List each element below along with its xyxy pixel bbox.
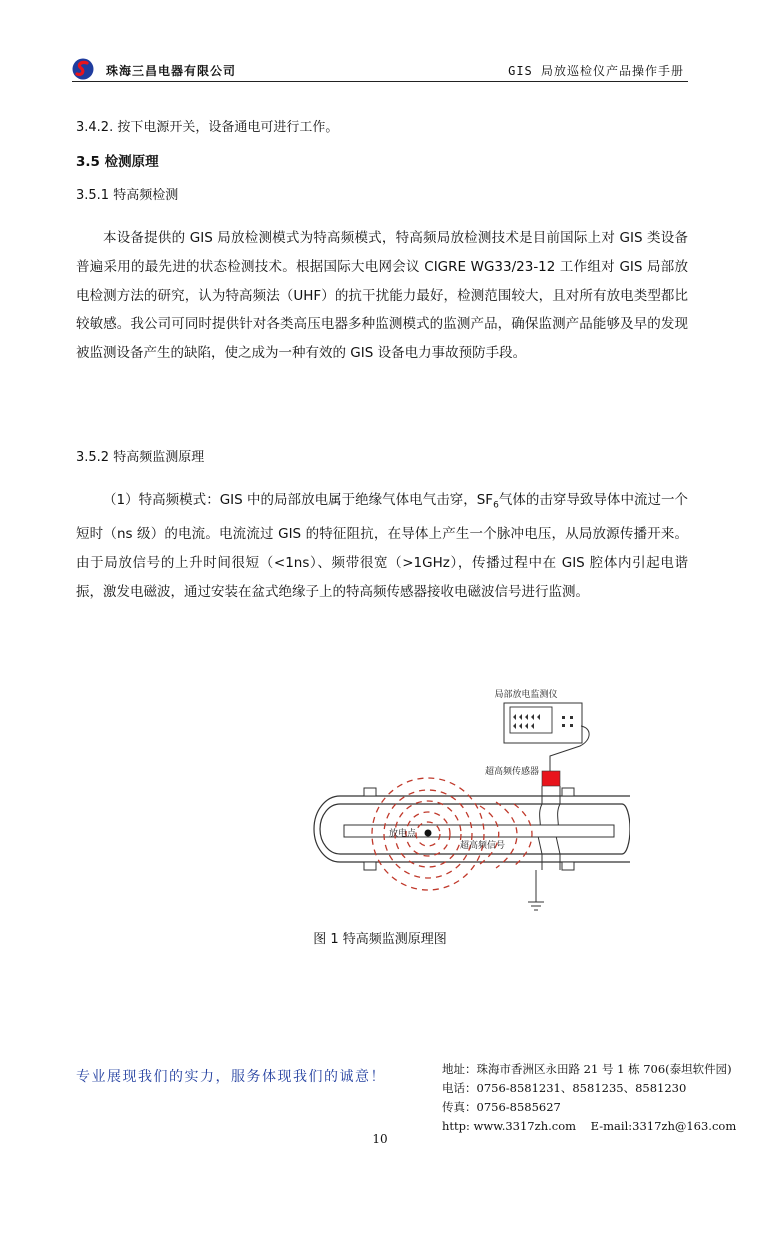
ground-icon (528, 870, 544, 910)
contact-info (442, 1060, 736, 1136)
signal-label: 超高频信号 (460, 841, 506, 851)
step-3-4-2: 3.4.2. 按下电源开关，设备通电可进行工作。 (76, 120, 339, 135)
contact-web-email: http: www.3317zh.com E-mail:3317zh@163.com (442, 1119, 737, 1133)
manual-title: GIS 局放巡检仪产品操作手册 (508, 64, 684, 78)
page-number: 10 (372, 1132, 388, 1146)
paragraph-uhf-detection: 本设备提供的 GIS 局放检测模式为特高频模式，特高频局放检测技术是目前国际上对 GIS 类设备普遍采用的最先进的状态检测技术。根据国际大电网会议 CIGRE WG33/23-12 工作组对 GIS 局部放电检测方法的研究，认为特高频法（UHF）的抗干扰能力最好，检测范围较大，且对所有放电类型都比较敏感。我公司可同时提供针对各类高压电器多种监测模式的监测产品，确保监测产品能够及早的发现被监测设备产生的缺陷，使之成为一种有效的 GIS 设备电力事故预防手段。 (76, 230, 688, 362)
instrument-label: 局部放电监测仪 (494, 690, 558, 700)
paragraph-uhf-principle-part2: 气体的击穿导致导体中流过一个短时（ns 级）的电流。电流流过 GIS 的特征阻抗，在导体上产生一个脉冲电压，从局放源传播开来。由于局放信号的上升时间很短（<1ns）、频带很宽（>1GHz），传播过程中在 GIS 腔体内引起电谐振，激发电磁波，通过安装在盆式绝缘子上的特高频传感器接收电磁波信号进行监测。 (76, 492, 688, 601)
contact-address: 地址：珠海市香洲区永田路 21 号 1 栋 706(泰坦软件园) (442, 1062, 732, 1076)
figure-caption: 图 1 特高频监测原理图 (313, 932, 447, 947)
section-3-5-heading: 3.5 检测原理 (76, 154, 159, 170)
section-3-5-2-heading: 3.5.2 特高频监测原理 (76, 450, 205, 465)
paragraph-uhf-principle (76, 486, 688, 607)
uhf-monitoring-diagram (300, 676, 630, 916)
page-header (72, 56, 688, 82)
section-3-5-1-heading: 3.5.1 特高频检测 (76, 188, 179, 203)
contact-fax: 传真：0756-8585627 (442, 1100, 561, 1114)
sf6-subscript: 6 (493, 500, 499, 511)
sensor-label: 超高频传感器 (484, 767, 540, 777)
header-divider (72, 81, 688, 82)
uhf-sensor (542, 771, 560, 786)
company-slogan: 专业展现我们的实力，服务体现我们的诚意！ (76, 1069, 386, 1085)
company-name: 珠海三昌电器有限公司 (106, 64, 237, 78)
contact-phone: 电话：0756-8581231、8581235、8581230 (442, 1081, 687, 1095)
discharge-point (425, 830, 432, 837)
discharge-label: 放电点 (388, 829, 416, 839)
monitor-screen (510, 707, 552, 733)
company-logo-icon (72, 58, 94, 80)
paragraph-uhf-principle-part1: （1）特高频模式：GIS 中的局部放电属于绝缘气体电气击穿，SF (103, 492, 494, 508)
